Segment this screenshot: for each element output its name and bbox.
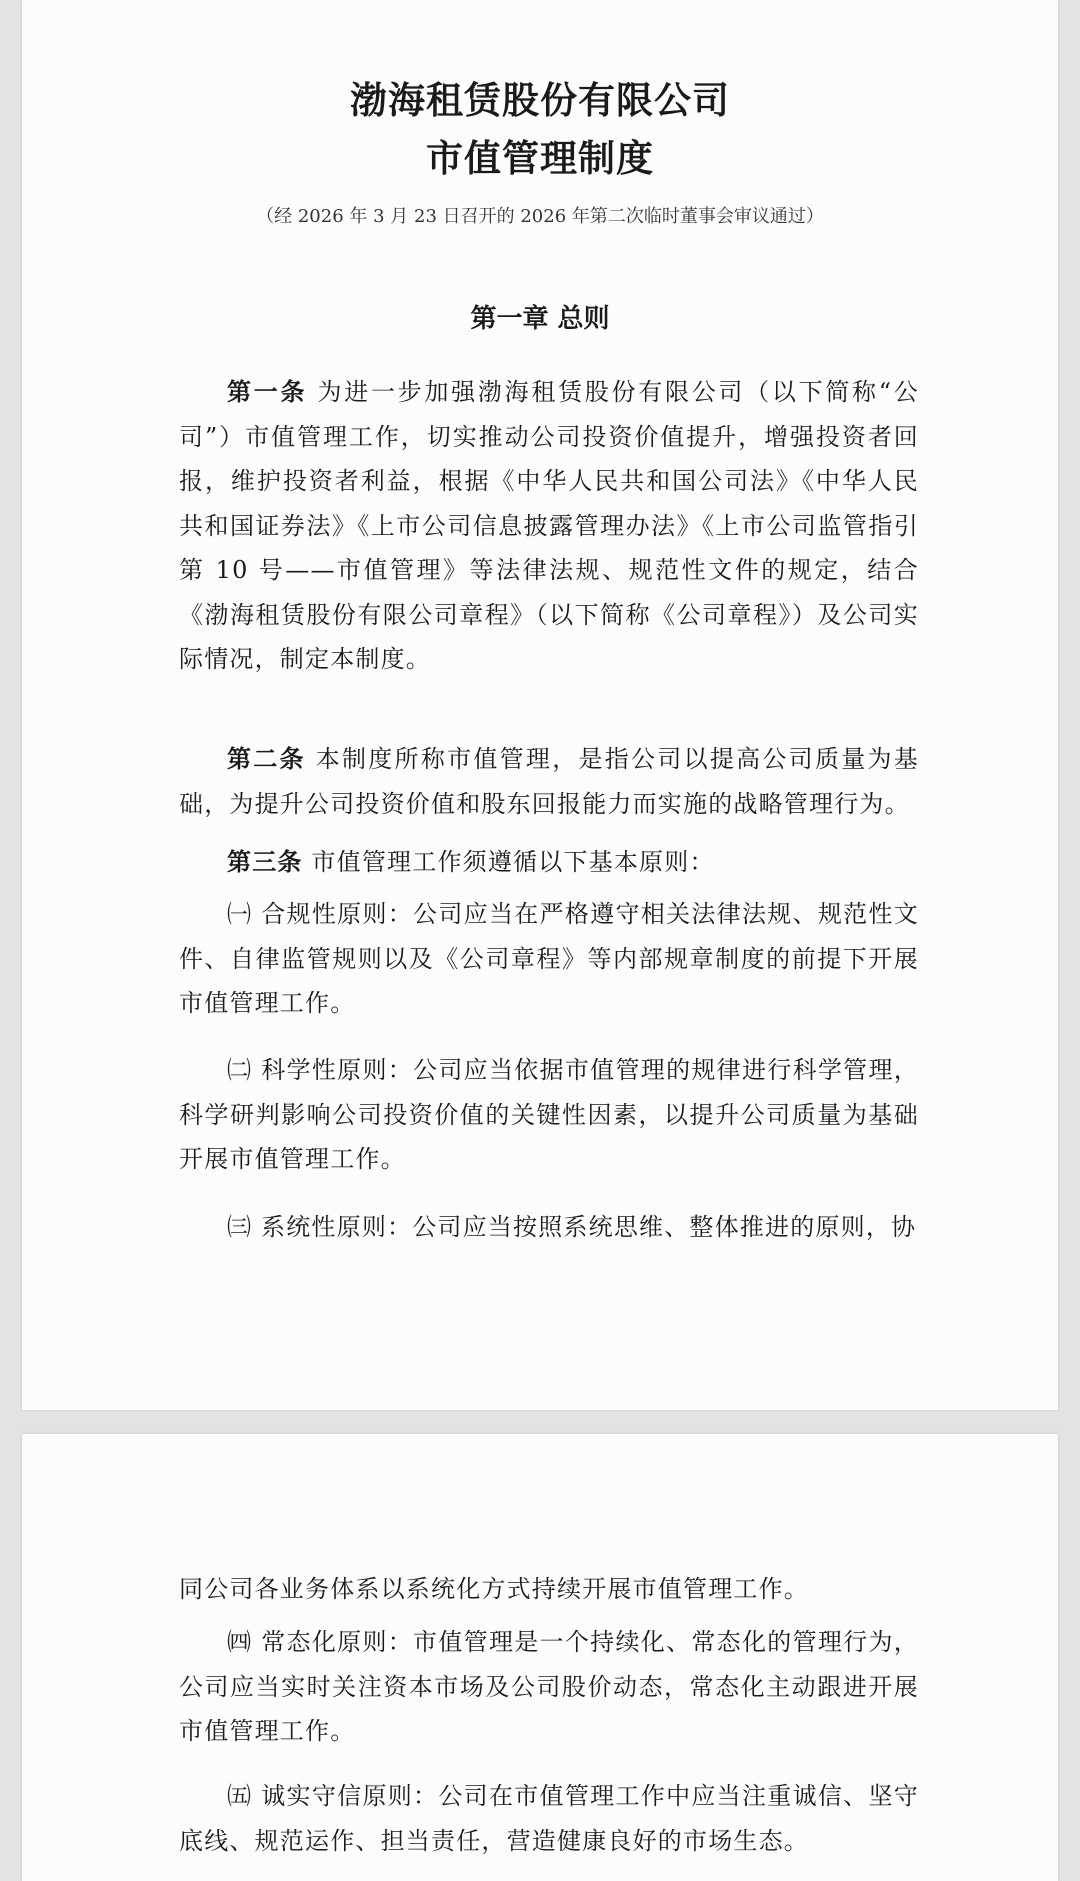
- article-text: 市值管理工作须遵循以下基本原则：: [311, 848, 715, 876]
- article-2: [179, 737, 919, 826]
- article-label: 第一条: [227, 378, 308, 406]
- chapter-title: 第一章 总则: [470, 304, 610, 334]
- principle-3: ㈢ 系统性原则：公司应当按照系统思维、整体推进的原则，协: [227, 1213, 917, 1241]
- approval-note: （经 2026 年 3 月 23 日召开的 2026 年第二次临时董事会审议通过）: [256, 206, 824, 227]
- principle-1: ㈠ 合规性原则：公司应当在严格遵守相关法律法规、规范性文件、自律监管规则以及《公司章程》等内部规章制度的前提下开展市值管理工作。: [179, 900, 919, 1017]
- article-3: [179, 840, 919, 885]
- document-page-2: [22, 1434, 1058, 1881]
- article-label: 第三条: [227, 848, 303, 876]
- article-text: 为进一步加强渤海租赁股份有限公司（以下简称“公司”）市值管理工作，切实推动公司投资价值提升，增强投资者回报，维护投资者利益，根据《中华人民共和国公司法》《中华人民共和国证券法》《上市公司信息披露管理办法》《上市公司监管指引第 10 号——市值管理》等法律法规、规范性文件的规定，结合《渤海租赁股份有限公司章程》（以下简称《公司章程》）及公司实际情况，制定本制度。: [179, 378, 919, 673]
- document-page-1: [22, 0, 1058, 1410]
- article-text: 本制度所称市值管理，是指公司以提高公司质量为基础，为提升公司投资价值和股东回报能力而实施的战略管理行为。: [179, 745, 919, 818]
- article-1: [179, 370, 919, 682]
- principle-5: ㈤ 诚实守信原则：公司在市值管理工作中应当注重诚信、坚守底线、规范运作、担当责任，营造健康良好的市场生态。: [179, 1782, 919, 1855]
- principle-3-continuation: 同公司各业务体系以系统化方式持续开展市值管理工作。: [179, 1575, 809, 1603]
- principle-2: ㈡ 科学性原则：公司应当依据市值管理的规律进行科学管理，科学研判影响公司投资价值的关键性因素，以提升公司质量为基础开展市值管理工作。: [179, 1056, 919, 1173]
- article-label: 第二条: [227, 745, 306, 773]
- principle-4: ㈣ 常态化原则：市值管理是一个持续化、常态化的管理行为，公司应当实时关注资本市场及公司股价动态，常态化主动跟进开展市值管理工作。: [179, 1628, 919, 1745]
- company-title: 渤海租赁股份有限公司: [350, 79, 730, 122]
- document-title: 市值管理制度: [426, 137, 654, 180]
